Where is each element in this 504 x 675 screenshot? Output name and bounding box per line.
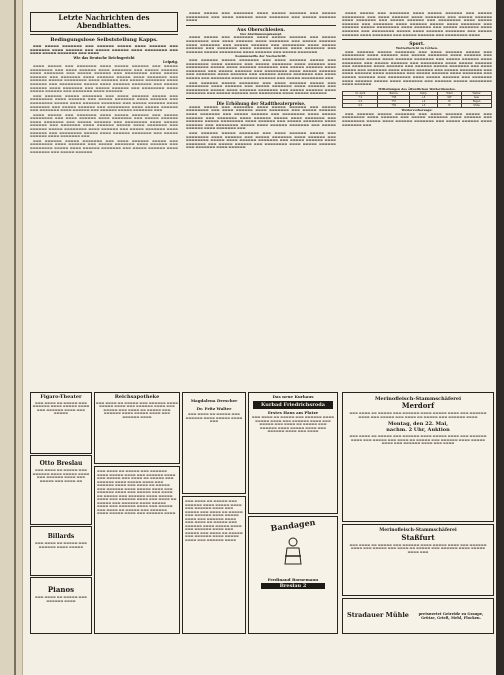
ad-kapitalien: ▬▬▬ ▬▬▬▬ ▬▬ ▬▬▬▬▬ ▬▬▬ ▬▬▬▬▬▬ ▬▬▬▬ ▬▬▬▬▬ ▬▬▬▬ ▬▬▬ ▬▬▬▬▬▬ ▬▬▬▬ ▬▬▬ ▬▬▬▬▬ ▬▬▬ ▬▬▬▬ ▬▬ ▬▬▬▬▬ ▬▬▬ ▬▬▬▬▬▬ ▬▬▬▬ ▬▬▬▬▬ ▬▬▬▬ ▬▬▬ ▬▬▬▬▬▬ ▬▬▬▬ ▬▬▬ ▬▬▬▬ ▬▬ ▬▬▬▬▬ ▬▬▬ ▬▬▬▬▬▬ ▬▬▬▬ ▬▬▬▬▬ ▬▬▬▬ ▬▬▬ ▬▬▬▬▬▬ ▬▬▬▬ ▬▬▬ ▬▬▬▬▬ ▬▬▬ ▬▬▬▬ ▬▬ ▬▬▬▬▬ ▬▬▬ ▬▬▬▬▬▬ ▬▬▬▬ ▬▬▬▬▬ ▬▬▬▬ ▬▬▬ ▬▬▬▬▬▬ ▬▬▬▬ ▬▬▬ ▬▬▬▬ ▬▬ ▬▬▬▬▬ ▬▬▬ ▬▬▬▬▬▬ ▬▬▬▬ ▬▬▬▬▬ ▬▬▬▬ ▬▬▬ ▬▬▬▬▬▬ ▬▬▬▬ ▬▬▬ ▬▬▬▬▬ ▬▬▬ ▬▬▬▬ ▬▬ ▬▬▬▬▬ ▬▬▬ ▬▬▬▬▬▬ ▬▬▬▬ ▬▬▬▬▬ ▬▬▬▬ ▬▬▬ ▬▬▬▬▬▬ ▬▬▬▬ [94,466,180,634]
binding-spine [0,0,23,675]
weather-cell: +5 [410,96,438,100]
ad-bandagen-title: Bandagen [269,516,316,534]
headline-kapp: Bedingungslose Selbststellung Kapps. [50,37,158,43]
main-title: Letzte Nachrichten des Abendblattes. [30,12,178,32]
weather-cell: 7 h [343,96,378,100]
ad-kurbad-title: Kurbad Friedrichsroda [253,401,333,409]
article-kapp-text: ▬▬▬ ▬▬▬▬▬ ▬▬▬▬▬▬▬ ▬▬▬ ▬▬▬▬▬▬ ▬▬▬▬▬ ▬▬▬▬ ▬▬▬▬▬▬ ▬▬▬ ▬▬▬▬▬▬▬ ▬▬▬▬ ▬▬▬▬▬▬ ▬▬▬ ▬▬▬▬▬ ▬▬▬▬▬▬ ▬▬▬▬ ▬▬▬▬▬▬▬▬ ▬▬▬ ▬▬▬▬ ▬▬▬▬▬ ▬▬▬▬▬▬▬ ▬▬▬ ▬▬▬▬ [30,44,178,56]
weather-cell: trübe [462,104,492,108]
ad-apotheke-title: Reichsapotheke [114,394,160,400]
article-sport-text: ▬▬▬ ▬▬▬▬▬▬ ▬▬▬▬▬ ▬▬▬▬▬▬▬ ▬▬▬ ▬▬▬▬ ▬▬▬▬▬▬ ▬▬▬▬▬ ▬▬▬ ▬▬▬▬▬▬▬▬ ▬▬▬▬ ▬▬▬▬▬▬ ▬▬▬ ▬▬▬▬▬ ▬▬▬▬▬▬▬ ▬▬▬▬ ▬▬▬▬▬▬ ▬▬▬ ▬▬▬▬▬▬▬▬ ▬▬▬▬▬ ▬▬▬▬ ▬▬▬▬▬▬ ▬▬▬▬▬▬▬ ▬▬▬ ▬▬▬▬▬ ▬▬▬▬▬▬ ▬▬▬▬ ▬▬▬▬▬▬▬ ▬▬▬ ▬▬▬▬▬ ▬▬▬▬▬▬ ▬▬▬ ▬▬▬▬▬▬▬▬ ▬▬▬▬ ▬▬▬▬▬ ▬▬▬▬▬▬ ▬▬▬ ▬▬▬▬▬▬▬ ▬▬▬▬ ▬▬▬▬▬▬ ▬▬▬ ▬▬▬▬▬▬ ▬▬▬▬▬ ▬▬▬▬▬▬▬ ▬▬▬ ▬▬▬▬ ▬▬▬▬▬ ▬▬▬ ▬▬▬▬▬▬▬ ▬▬▬▬ ▬▬▬▬▬ ▬▬▬▬▬▬ ▬▬▬ ▬▬▬▬▬ ▬▬▬▬▬▬▬▬ ▬▬▬ ▬▬▬▬ ▬▬▬▬▬▬ ▬▬▬▬ ▬▬▬▬▬▬▬ ▬▬▬ ▬▬▬▬▬ ▬▬▬▬▬▬ ▬▬▬▬ ▬▬▬▬▬▬▬ ▬▬▬ ▬▬▬▬▬ ▬▬▬▬▬▬ ▬▬▬ ▬▬▬▬▬▬▬▬ ▬▬▬▬ ▬▬▬▬▬ ▬▬▬▬▬▬ ▬▬▬ ▬▬▬▬▬▬▬ ▬▬▬▬ ▬▬▬▬▬▬ ▬▬▬▬▬ ▬▬▬▬ ▬▬▬▬▬▬▬ ▬▬▬ ▬▬▬▬▬▬ ▬▬▬▬▬ ▬▬▬▬▬▬▬▬ ▬▬▬▬ ▬▬▬▬▬▬ [342,49,492,87]
subhead-reichsgericht: Wie das Deutsche Reichsgericht [73,55,135,60]
article-col2-top: ▬▬▬▬ ▬▬▬▬▬ ▬▬▬ ▬▬▬▬▬▬▬ ▬▬▬▬ ▬▬▬▬▬ ▬▬▬▬▬▬ ▬▬▬ ▬▬▬▬▬ ▬▬▬▬▬▬▬▬ ▬▬▬ ▬▬▬▬ ▬▬▬▬▬▬ ▬▬▬▬ ▬▬▬▬▬▬▬ ▬▬▬ ▬▬▬▬▬ ▬▬▬▬▬▬ ▬▬▬▬ [186,11,336,23]
ad-merinofleisch-merdorf: Merinofleisch-Stammschäferei Merdorf ▬▬▬ ▬▬▬▬ ▬▬ ▬▬▬▬▬ ▬▬▬ ▬▬▬▬▬▬ ▬▬▬▬ ▬▬▬▬▬ ▬▬▬▬ ▬▬▬ ▬▬▬▬▬▬ ▬▬▬▬ ▬▬▬ ▬▬▬▬▬ ▬▬▬ ▬▬▬▬ ▬▬ ▬▬▬▬▬ ▬▬▬ ▬▬▬▬▬▬ ▬▬▬▬ Montag, den 22. Mai, nachm. 2 Uhr, Auktion ▬▬▬ ▬▬▬▬ ▬▬ ▬▬▬▬▬ ▬▬▬ ▬▬▬▬▬▬ ▬▬▬▬ ▬▬▬▬▬ ▬▬▬▬ ▬▬▬ ▬▬▬▬▬▬ ▬▬▬▬ ▬▬▬ ▬▬▬▬▬ ▬▬▬ ▬▬▬▬ ▬▬ ▬▬▬▬▬ ▬▬▬ ▬▬▬▬▬▬ ▬▬▬▬ ▬▬▬▬▬ ▬▬▬▬ ▬▬▬ ▬▬▬▬▬▬ ▬▬▬▬ ▬▬▬ ▬▬▬▬ [342,392,494,522]
ad-auktion-time: nachm. 2 Uhr, Auktion [386,427,450,433]
column-3 [342,12,492,128]
weather-cell: bew. [462,96,492,100]
subhead-abstimmung: Der Abstimmungskampf. [240,31,282,36]
ad-magdalena: Magdalena Drescher Dr. Fritz Walter ▬▬▬ ▬▬▬▬ ▬▬ ▬▬▬▬▬ ▬▬▬ ▬▬▬▬▬▬ ▬▬▬▬ ▬▬▬▬▬ ▬▬▬▬ ▬▬▬ [182,392,246,494]
subhead-kommunal: Kommunalfte der Nachschrift. [235,54,287,59]
binding-line [14,0,16,675]
ad-walter-title: Dr. Fritz Walter [196,405,232,411]
weather-cell: W [437,104,461,108]
article-col1-body: ▬▬▬▬ ▬▬▬▬▬ ▬▬▬ ▬▬▬▬▬▬▬ ▬▬▬▬ ▬▬▬▬▬ ▬▬▬▬▬▬ ▬▬▬ ▬▬▬▬▬ ▬▬▬▬▬▬▬▬ ▬▬▬ ▬▬▬▬ ▬▬▬▬▬▬ ▬▬▬▬ ▬▬▬▬▬▬▬ ▬▬▬ ▬▬▬▬▬ ▬▬▬▬▬▬ ▬▬▬▬ ▬▬▬▬▬▬▬ ▬▬▬ ▬▬▬▬▬ ▬▬▬▬▬▬ ▬▬▬ ▬▬▬▬▬▬▬▬ ▬▬▬▬ ▬▬▬▬▬ ▬▬▬▬▬▬ ▬▬▬ ▬▬▬▬▬▬▬ ▬▬▬▬ ▬▬▬▬▬▬ ▬▬▬▬▬ ▬▬▬▬ ▬▬▬▬▬▬▬ ▬▬▬ ▬▬▬▬▬▬ ▬▬▬▬▬ ▬▬▬▬▬▬▬▬ ▬▬▬▬ ▬▬▬▬▬▬ ▬▬▬ ▬▬▬▬▬ ▬▬▬▬▬▬▬ ▬▬▬▬ ▬▬▬▬▬▬ ▬▬▬ ▬▬▬▬▬▬▬▬ ▬▬▬▬▬ ▬▬▬▬ ▬▬▬▬▬▬ ▬▬▬▬▬▬▬ ▬▬▬ ▬▬▬▬▬ ▬▬▬▬▬▬ ▬▬▬▬ ▬▬▬▬▬▬▬ ▬▬▬ ▬▬▬▬▬ ▬▬▬▬▬▬ ▬▬▬ ▬▬▬▬▬▬▬▬ ▬▬▬▬ ▬▬▬▬▬ ▬▬▬▬▬▬ ▬▬▬ ▬▬▬▬▬▬▬ ▬▬▬▬ ▬▬▬▬▬▬ ▬▬▬ ▬▬▬▬▬▬ ▬▬▬▬▬ ▬▬▬▬▬▬▬ ▬▬▬ ▬▬▬▬ ▬▬▬▬▬▬ ▬▬▬▬▬ ▬▬▬ ▬▬▬▬▬▬▬▬ ▬▬▬▬ ▬▬▬▬▬▬ ▬▬▬ ▬▬▬▬▬ ▬▬▬▬▬▬▬ ▬▬▬▬ ▬▬▬▬▬▬ ▬▬▬ ▬▬▬▬▬▬▬▬ ▬▬▬▬▬ ▬▬▬▬ ▬▬▬▬▬▬ ▬▬▬▬▬▬▬ ▬▬▬ ▬▬▬▬▬ ▬▬▬▬▬▬ ▬▬▬▬ ▬▬▬▬▬▬▬ ▬▬▬ ▬▬▬▬▬ ▬▬▬▬▬▬ ▬▬▬ ▬▬▬▬▬▬▬▬ ▬▬▬▬ ▬▬▬▬▬ ▬▬▬▬▬▬ ▬▬▬ ▬▬▬▬▬▬▬ ▬▬▬▬ ▬▬▬▬▬▬ ▬▬▬ ▬▬▬▬▬▬ ▬▬▬▬▬ ▬▬▬▬▬▬▬ ▬▬▬ ▬▬▬▬ ▬▬▬▬▬ ▬▬▬ ▬▬▬▬▬▬▬ ▬▬▬▬ ▬▬▬▬▬ ▬▬▬▬▬▬ ▬▬▬ ▬▬▬▬▬ ▬▬▬▬▬▬▬▬ ▬▬▬ ▬▬▬▬ ▬▬▬▬▬▬ ▬▬▬▬ ▬▬▬▬▬▬▬ ▬▬▬ ▬▬▬▬▬ ▬▬▬▬▬▬ ▬▬▬▬ ▬▬▬▬▬▬▬ ▬▬▬ ▬▬▬▬▬ ▬▬▬▬▬▬ ▬▬▬ ▬▬▬▬▬▬▬▬ ▬▬▬▬ ▬▬▬▬▬ ▬▬▬▬▬▬ ▬▬▬ ▬▬▬▬▬▬▬ ▬▬▬▬ ▬▬▬▬▬▬ ▬▬▬▬▬ ▬▬▬▬ ▬▬▬▬▬▬▬ ▬▬▬ ▬▬▬▬▬▬ ▬▬▬▬▬ ▬▬▬▬▬▬▬▬ ▬▬▬▬ ▬▬▬▬▬▬ ▬▬▬ ▬▬▬▬▬ ▬▬▬▬▬▬▬ ▬▬▬▬ ▬▬▬▬▬▬ ▬▬▬ ▬▬▬▬▬▬▬▬ ▬▬▬▬▬ ▬▬▬▬ ▬▬▬▬▬▬ ▬▬▬▬▬▬▬ ▬▬▬ ▬▬▬▬▬ ▬▬▬▬▬▬ ▬▬▬▬ ▬▬▬▬▬▬▬ ▬▬▬ ▬▬▬ ▬▬▬▬▬▬ ▬▬▬▬▬ ▬▬▬▬▬▬▬ ▬▬▬ ▬▬▬▬ ▬▬▬▬▬▬ ▬▬▬▬▬ ▬▬▬ ▬▬▬▬▬▬▬▬ ▬▬▬▬ ▬▬▬▬▬▬ ▬▬▬ ▬▬▬▬▬ ▬▬▬▬▬▬▬ ▬▬▬▬ ▬▬▬▬▬▬ ▬▬▬ ▬▬▬▬▬▬▬▬ ▬▬▬▬▬ ▬▬▬▬ ▬▬▬▬▬▬ ▬▬▬▬▬▬▬ ▬▬▬ ▬▬▬▬▬ ▬▬▬▬▬▬ ▬▬▬▬ ▬▬▬▬▬▬▬ ▬▬▬ ▬▬▬▬▬ ▬▬▬▬▬▬ [30,63,178,154]
headline-sport: Sport. [409,42,425,48]
subhead-mitteilungen: Mitteilungen des öffentlichen Wetterdienstes. [378,86,456,91]
bandage-figure-icon [273,534,313,574]
weather-header-cell: Temp. [410,92,438,96]
ad-bandagen-city: Breslau 2 [261,583,325,589]
weather-cell: 758 [378,96,410,100]
ad-stradauer-muehle [342,598,494,634]
weather-cell: Regen [462,100,492,104]
ad-otto-breslau: Otto Breslau ▬▬▬ ▬▬▬▬ ▬▬ ▬▬▬▬▬ ▬▬▬ ▬▬▬▬▬▬ ▬▬▬▬ ▬▬▬▬▬ ▬▬▬▬ ▬▬▬ ▬▬▬▬▬▬ ▬▬▬▬ ▬▬▬ ▬▬▬▬▬ ▬▬▬ ▬▬▬▬ ▬▬ [30,455,92,525]
column-2 [186,12,336,151]
ad-billards: Billards ▬▬▬ ▬▬▬▬ ▬▬ ▬▬▬▬▬ ▬▬▬ ▬▬▬▬▬▬ ▬▬▬▬ ▬▬▬▬▬ [30,526,92,576]
ad-merino2-title: Merinofleisch-Stammschäferei [379,528,457,533]
dark-edge [496,0,504,675]
ad-otto-title: Otto Breslau [39,460,83,467]
weather-cell: 2 h [343,100,378,104]
ad-reichsapotheke: Reichsapotheke ▬▬▬ ▬▬▬▬ ▬▬ ▬▬▬▬▬ ▬▬▬ ▬▬▬▬▬▬ ▬▬▬▬ ▬▬▬▬▬ ▬▬▬▬ ▬▬▬ ▬▬▬▬▬▬ ▬▬▬▬ ▬▬▬ ▬▬▬▬▬ ▬▬▬ ▬▬▬▬ ▬▬ ▬▬▬▬▬ ▬▬▬ ▬▬▬▬▬▬ ▬▬▬▬ ▬▬▬▬▬ ▬▬▬▬ ▬▬▬ ▬▬▬▬▬▬ ▬▬▬▬ [94,392,180,464]
article-col3-top: ▬▬▬▬ ▬▬▬▬▬ ▬▬▬ ▬▬▬▬▬▬▬ ▬▬▬▬ ▬▬▬▬▬ ▬▬▬▬▬▬ ▬▬▬ ▬▬▬▬▬ ▬▬▬▬▬▬▬▬ ▬▬▬ ▬▬▬▬ ▬▬▬▬▬▬ ▬▬▬▬ ▬▬▬▬▬▬▬ ▬▬▬ ▬▬▬▬▬ ▬▬▬▬▬▬ ▬▬▬▬ ▬▬▬▬▬▬▬ ▬▬▬ ▬▬▬▬▬ ▬▬▬▬▬▬ ▬▬▬ ▬▬▬▬▬▬▬▬ ▬▬▬▬ ▬▬▬▬▬ ▬▬▬▬▬▬ ▬▬▬ ▬▬▬▬▬▬▬ ▬▬▬▬ ▬▬▬▬▬▬ ▬▬▬▬▬ ▬▬▬▬ ▬▬▬▬▬▬▬ ▬▬▬ ▬▬▬▬▬▬ ▬▬▬▬▬ ▬▬▬▬▬▬▬▬ ▬▬▬▬ ▬▬▬▬▬▬ ▬▬▬ ▬▬▬▬▬ ▬▬▬▬▬▬▬ ▬▬▬▬ ▬▬▬▬▬▬ ▬▬▬ ▬▬▬▬▬▬▬▬ ▬▬▬▬▬ ▬▬▬▬ ▬▬▬▬▬▬ ▬▬▬▬▬▬▬ ▬▬▬ ▬▬▬▬▬ ▬▬▬▬▬▬ ▬▬▬▬ ▬▬▬▬▬▬▬ ▬▬▬ ▬▬▬▬▬ ▬▬▬▬▬▬ ▬▬▬ ▬▬▬▬▬▬▬▬ ▬▬▬▬ [342,11,492,37]
ad-bandagen [248,516,338,634]
headline-stadttheater: Die Erhöhung der Stadttheaterpreise. [216,100,306,106]
ad-kurhaus: Das neue Kurhaus Kurbad Friedrichsroda Erstes Haus am Platze ▬▬▬ ▬▬▬▬ ▬▬ ▬▬▬▬▬ ▬▬▬ ▬▬▬▬▬▬ ▬▬▬▬ ▬▬▬▬▬ ▬▬▬▬ ▬▬▬ ▬▬▬▬▬▬ ▬▬▬▬ ▬▬▬ ▬▬▬▬▬ ▬▬▬ ▬▬▬▬ ▬▬ ▬▬▬▬▬ ▬▬▬ ▬▬▬▬▬▬ ▬▬▬▬ ▬▬▬▬▬ ▬▬▬▬ ▬▬▬ ▬▬▬▬▬▬ ▬▬▬▬ ▬▬▬ ▬▬▬▬ [248,392,338,514]
ad-merino1-title: Merinofleisch-Stammschäferei [374,396,462,402]
ad-kurhaus-title: Das neue Kurhaus [272,394,314,399]
weather-table [342,91,492,108]
ad-erstes-haus: Erstes Haus am Platze [267,409,319,415]
ad-pianos: Pianos ▬▬▬ ▬▬▬▬ ▬▬ ▬▬▬▬▬ ▬▬▬ ▬▬▬▬▬▬ ▬▬▬▬ [30,577,92,634]
weather-cell: 756 [378,104,410,108]
weather-header-cell: St. April [343,92,378,96]
ad-merino1-place: Merdorf [401,401,435,410]
article-oberschlesien-text: ▬▬▬▬ ▬▬▬▬▬ ▬▬▬ ▬▬▬▬▬▬▬ ▬▬▬▬ ▬▬▬▬▬ ▬▬▬▬▬▬ ▬▬▬ ▬▬▬▬▬ ▬▬▬▬▬▬▬▬ ▬▬▬ ▬▬▬▬ ▬▬▬▬▬▬ ▬▬▬▬ ▬▬▬▬▬▬▬ ▬▬▬ ▬▬▬▬▬ ▬▬▬▬▬▬ ▬▬▬▬ ▬▬▬▬▬▬▬ ▬▬▬ ▬▬▬▬▬ ▬▬▬▬▬▬ ▬▬▬ ▬▬▬▬▬▬▬▬ ▬▬▬▬ ▬▬▬▬▬ ▬▬▬▬▬▬ ▬▬▬ ▬▬▬▬▬▬▬ ▬▬▬▬ ▬▬▬▬▬▬ ▬▬▬▬▬ ▬▬▬▬ ▬▬▬▬▬▬▬ ▬▬▬ ▬▬▬▬▬▬ ▬▬▬▬▬ ▬▬▬▬▬▬▬▬ ▬▬▬▬ ▬▬▬▬▬▬ ▬▬▬ ▬▬▬▬▬ ▬▬▬▬▬▬▬ [186,35,336,54]
article-kommunal-text: ▬▬▬ ▬▬▬▬▬▬ ▬▬▬▬▬ ▬▬▬▬▬▬▬ ▬▬▬ ▬▬▬▬ ▬▬▬▬▬▬ ▬▬▬▬▬ ▬▬▬ ▬▬▬▬▬▬▬▬ ▬▬▬▬ ▬▬▬▬▬▬ ▬▬▬ ▬▬▬▬▬ ▬▬▬▬▬▬▬ ▬▬▬▬ ▬▬▬▬▬▬ ▬▬▬ ▬▬▬▬▬▬▬▬ ▬▬▬▬▬ ▬▬▬▬ ▬▬▬▬▬▬ ▬▬▬▬▬▬▬ ▬▬▬ ▬▬▬▬▬ ▬▬▬▬▬▬ ▬▬▬▬ ▬▬▬▬▬▬▬ ▬▬▬ ▬▬▬▬▬ ▬▬▬▬▬▬ ▬▬▬ ▬▬▬▬▬▬▬▬ ▬▬▬▬ ▬▬▬▬▬ ▬▬▬▬▬▬ ▬▬▬ ▬▬▬▬▬▬▬ ▬▬▬▬ ▬▬▬▬▬▬ ▬▬▬ ▬▬▬▬▬▬ ▬▬▬▬▬ ▬▬▬▬▬▬▬ ▬▬▬ ▬▬▬▬ ▬▬▬▬▬ ▬▬▬ ▬▬▬▬▬▬▬ ▬▬▬▬ ▬▬▬▬▬ ▬▬▬▬▬▬ ▬▬▬ ▬▬▬▬▬ ▬▬▬▬▬▬▬▬ ▬▬▬ ▬▬▬ ▬▬▬▬▬▬ ▬▬▬▬▬ ▬▬▬▬▬▬▬ ▬▬▬ ▬▬▬▬ ▬▬▬▬▬▬ ▬▬▬▬▬ ▬▬▬ ▬▬▬▬▬▬▬▬ ▬▬▬▬ ▬▬▬▬▬▬ ▬▬▬ ▬▬▬▬▬ ▬▬▬▬▬▬▬ ▬▬▬▬ ▬▬▬▬▬▬ ▬▬▬ ▬▬▬▬▬▬▬▬ ▬▬▬▬▬ ▬▬▬▬ ▬▬▬▬▬▬ ▬▬▬▬▬▬▬ ▬▬▬ ▬▬▬▬▬ ▬▬▬▬▬▬ ▬▬▬▬ ▬▬▬▬▬▬▬ ▬▬▬ ▬▬▬▬▬ ▬▬▬▬▬▬ ▬▬▬ ▬▬▬▬▬▬▬▬ ▬▬▬▬ ▬▬▬▬▬ ▬▬▬▬▬▬ [186,57,336,96]
ad-auktion-date: Montag, den 22. Mai, [388,421,448,427]
ad-bandagen-firm: Ferdinand Bornemann [267,576,319,582]
ad-pianos-title: Pianos [47,585,75,594]
ad-stradauer-title: Stradauer Mühle [347,611,409,620]
ad-stradauer-text: preiswertet Getreide zu Graupe, Grütze, Grieß, Mehl, Flocken. [418,611,484,620]
ad-figaro-theater: Figaro-Theater ▬▬▬ ▬▬▬▬ ▬▬ ▬▬▬▬▬ ▬▬▬ ▬▬▬▬▬▬ ▬▬▬▬ ▬▬▬▬▬ ▬▬▬▬ ▬▬▬ ▬▬▬▬▬▬ ▬▬▬▬ ▬▬▬ ▬▬▬▬▬ [30,392,92,454]
ad-notices: ▬▬▬ ▬▬▬▬ ▬▬ ▬▬▬▬▬ ▬▬▬ ▬▬▬▬▬▬ ▬▬▬▬ ▬▬▬▬▬ ▬▬▬▬ ▬▬▬ ▬▬▬▬▬▬ ▬▬▬▬ ▬▬▬ ▬▬▬▬▬ ▬▬▬ ▬▬▬▬ ▬▬ ▬▬▬▬▬ ▬▬▬ ▬▬▬▬▬▬ ▬▬▬▬ ▬▬▬▬▬ ▬▬▬▬ ▬▬▬ ▬▬▬▬▬▬ ▬▬▬▬ ▬▬▬ ▬▬▬▬ ▬▬ ▬▬▬▬▬ ▬▬▬ ▬▬▬▬▬▬ ▬▬▬▬ ▬▬▬▬▬ ▬▬▬▬ ▬▬▬ ▬▬▬▬▬▬ ▬▬▬▬ ▬▬▬ ▬▬▬▬▬ ▬▬▬ ▬▬▬▬ ▬▬ ▬▬▬▬▬ ▬▬▬ ▬▬▬▬▬▬ ▬▬▬▬ ▬▬▬▬▬ ▬▬▬▬ ▬▬▬ ▬▬▬▬▬▬ ▬▬▬▬ [182,496,246,634]
weather-cell: SW [437,96,461,100]
ad-merinofleisch-stassfurt: Merinofleisch-Stammschäferei Staßfurt ▬▬▬ ▬▬▬▬ ▬▬ ▬▬▬▬▬ ▬▬▬ ▬▬▬▬▬▬ ▬▬▬▬ ▬▬▬▬▬ ▬▬▬▬ ▬▬▬ ▬▬▬▬▬▬ ▬▬▬▬ ▬▬▬ ▬▬▬▬▬ ▬▬▬ ▬▬▬▬ ▬▬ ▬▬▬▬▬ ▬▬▬ ▬▬▬▬▬▬ ▬▬▬▬ ▬▬▬▬▬ ▬▬▬▬ ▬▬▬ [342,524,494,596]
weather-row [343,104,492,108]
weather-header-cell: Wind [437,92,461,96]
ad-billards-title: Billards [47,533,75,540]
article-vorhersage-text: ▬▬▬ ▬▬▬▬▬▬ ▬▬▬▬▬ ▬▬▬▬▬▬▬ ▬▬▬ ▬▬▬▬ ▬▬▬▬▬▬ ▬▬▬▬▬ ▬▬▬ ▬▬▬▬▬▬▬▬ ▬▬▬▬ ▬▬▬▬▬▬ ▬▬▬ ▬▬▬▬▬ ▬▬▬▬▬▬▬ ▬▬▬▬ ▬▬▬▬▬▬ ▬▬▬ ▬▬▬▬▬▬▬▬ ▬▬▬▬▬ ▬▬▬▬ ▬▬▬▬▬▬ ▬▬▬▬▬▬▬ ▬▬▬ ▬▬▬▬▬ ▬▬▬▬▬▬ ▬▬▬▬ ▬▬▬▬▬▬▬ ▬▬▬ [342,111,492,127]
column-1 [30,12,178,155]
headline-oberschlesien: Aus Oberschlesien. [236,27,286,33]
ad-magdalena-title: Magdalena Drescher [190,398,238,403]
article-stadttheater-text: ▬▬▬▬ ▬▬▬▬▬ ▬▬▬ ▬▬▬▬▬▬▬ ▬▬▬▬ ▬▬▬▬▬ ▬▬▬▬▬▬ ▬▬▬ ▬▬▬▬▬ ▬▬▬▬▬▬▬▬ ▬▬▬ ▬▬▬▬ ▬▬▬▬▬▬ ▬▬▬▬ ▬▬▬▬▬▬▬ ▬▬▬ ▬▬▬▬▬ ▬▬▬▬▬▬ ▬▬▬▬ ▬▬▬▬▬▬▬ ▬▬▬ ▬▬▬▬▬ ▬▬▬▬▬▬ ▬▬▬ ▬▬▬▬▬▬▬▬ ▬▬▬▬ ▬▬▬▬▬ ▬▬▬▬▬▬ ▬▬▬ ▬▬▬▬▬▬▬ ▬▬▬▬ ▬▬▬▬▬▬ ▬▬▬▬▬ ▬▬▬▬ ▬▬▬▬▬▬▬ ▬▬▬ ▬▬▬▬▬▬ ▬▬▬▬▬ ▬▬▬▬▬▬▬▬ ▬▬▬▬ ▬▬▬▬▬▬ ▬▬▬ ▬▬▬▬▬ ▬▬▬▬▬▬▬ ▬▬▬▬ ▬▬▬▬▬▬ ▬▬▬ ▬▬▬▬▬▬▬▬ ▬▬▬▬▬ ▬▬▬▬ ▬▬▬▬▬▬ ▬▬▬▬▬▬▬ ▬▬▬ ▬▬▬▬▬ ▬▬▬▬▬▬ ▬▬▬▬ ▬▬▬▬▬▬▬ ▬▬▬ ▬▬▬ ▬▬▬▬▬▬ ▬▬▬▬▬ ▬▬▬▬▬▬▬ ▬▬▬ ▬▬▬▬ ▬▬▬▬▬▬ ▬▬▬▬▬ ▬▬▬ ▬▬▬▬▬▬▬▬ ▬▬▬▬ ▬▬▬▬▬▬ ▬▬▬ ▬▬▬▬▬ ▬▬▬▬▬▬▬ ▬▬▬▬ ▬▬▬▬▬▬ ▬▬▬ ▬▬▬▬▬▬▬▬ ▬▬▬▬▬ ▬▬▬▬ ▬▬▬▬▬▬ ▬▬▬▬▬▬▬ ▬▬▬ ▬▬▬▬▬ ▬▬▬▬▬▬ ▬▬▬▬ ▬▬▬▬▬▬▬ ▬▬▬ ▬▬▬▬▬ ▬▬▬▬▬▬ ▬▬▬ ▬▬▬▬▬▬▬▬ ▬▬▬▬ ▬▬▬▬▬ ▬▬▬▬▬▬ ▬▬▬ ▬▬▬▬▬▬▬ ▬▬▬▬ ▬▬▬▬▬▬ [186,104,336,150]
ad-merino2-place: Staßfurt [401,532,435,542]
weather-table-body [343,96,492,108]
weather-cell: +6 [410,104,438,108]
weather-cell: 9 h [343,104,378,108]
weather-header-cell: Wetter [462,92,492,96]
subhead-leipzig: Leipzig. [163,60,178,65]
weather-header-cell: Barom. [378,92,410,96]
ad-figaro-title: Figaro-Theater [40,394,82,400]
weather-cell: +9 [410,100,438,104]
subhead-vorhersage: Wettervorhersage: [401,108,433,113]
weather-cell: W [437,100,461,104]
subhead-wetterbericht: Wetterbericht in Cöthen. [396,46,438,51]
weather-cell: 757 [378,100,410,104]
